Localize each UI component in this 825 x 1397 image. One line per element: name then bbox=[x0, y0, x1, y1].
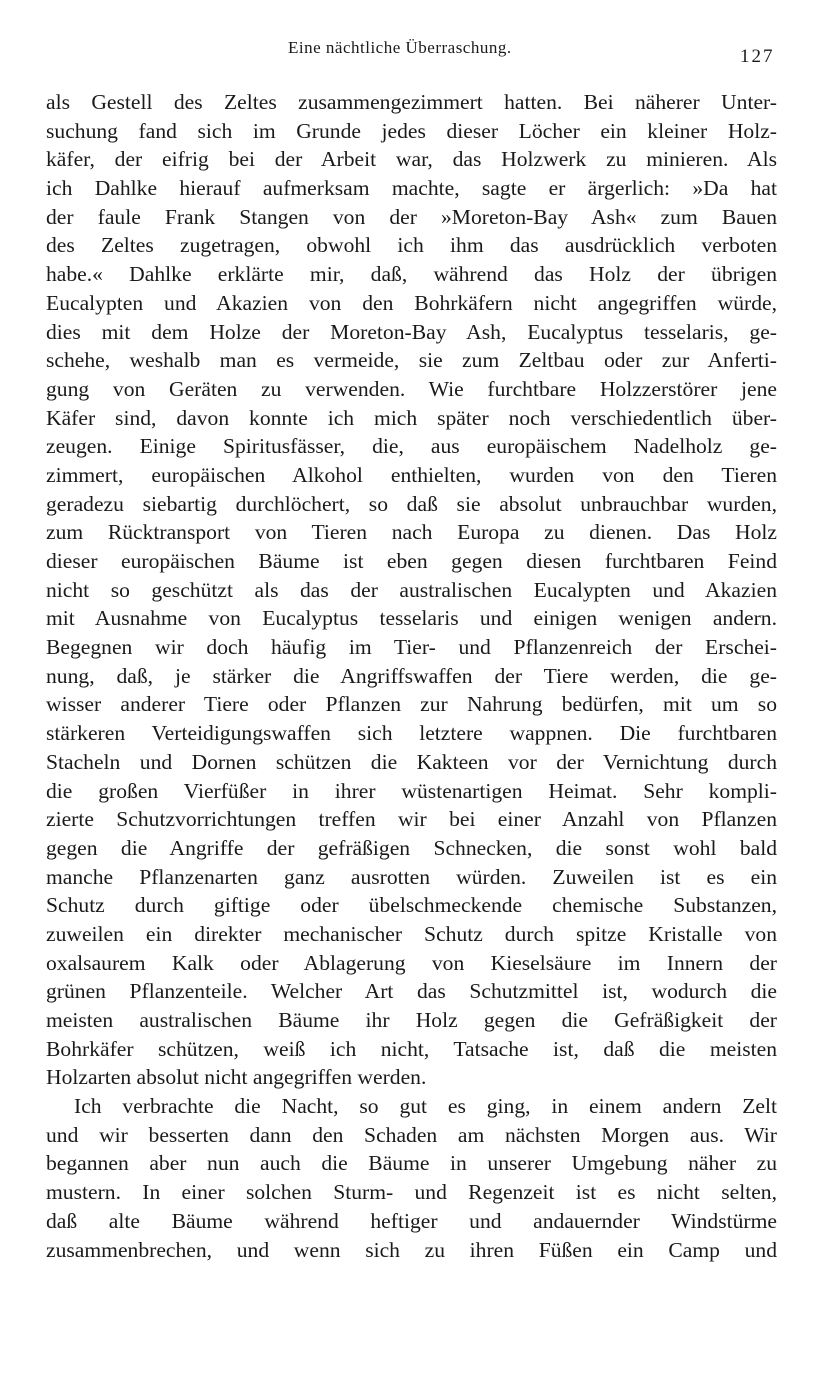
text-line: geradezu siebartig durchlöchert, so daß sie absolut unbrauchbar wurden, bbox=[46, 491, 777, 516]
text-line: zierte Schutzvorrichtungen treffen wir bei einer Anzahl von Pflanzen bbox=[46, 807, 777, 832]
text-line: ich Dahlke hierauf aufmerksam machte, sagte er ärgerlich: »Da hat bbox=[46, 176, 777, 201]
running-header bbox=[0, 38, 825, 68]
text-line: begannen aber nun auch die Bäume in unserer Umgebung näher zu bbox=[46, 1151, 777, 1176]
text-line: wisser anderer Tiere oder Pflanzen zur Nahrung bedürfen, mit um so bbox=[46, 692, 777, 717]
text-line: Käfer sind, davon konnte ich mich später noch verschiedentlich über- bbox=[46, 405, 777, 430]
text-line: Stacheln und Dornen schützen die Kakteen vor der Vernichtung durch bbox=[46, 749, 777, 774]
text-line: suchung fand sich im Grunde jedes dieser Löcher ein kleiner Holz- bbox=[46, 118, 777, 143]
text-line: nicht so geschützt als das der australischen Eucalypten und Akazien bbox=[46, 577, 777, 602]
text-line: die großen Vierfüßer in ihrer wüstenartigen Heimat. Sehr kompli- bbox=[46, 778, 777, 803]
text-line: mustern. In einer solchen Sturm- und Regenzeit ist es nicht selten, bbox=[46, 1180, 777, 1205]
text-line: zimmert, europäischen Alkohol enthielten, wurden von den Tieren bbox=[46, 462, 777, 487]
text-line: zusammenbrechen, und wenn sich zu ihren Füßen ein Camp und bbox=[46, 1237, 777, 1262]
text-line: daß alte Bäume während heftiger und andauernder Windstürme bbox=[46, 1208, 777, 1233]
text-line: Bohrkäfer schützen, weiß ich nicht, Tatsache ist, daß die meisten bbox=[46, 1036, 777, 1061]
text-line: oxalsaurem Kalk oder Ablagerung von Kieselsäure im Innern der bbox=[46, 950, 777, 975]
text-line: des Zeltes zugetragen, obwohl ich ihm das ausdrücklich verboten bbox=[46, 233, 777, 258]
text-line: der faule Frank Stangen von der »Moreton-Bay Ash« zum Bauen bbox=[46, 204, 777, 229]
text-line: zuweilen ein direkter mechanischer Schutz durch spitze Kristalle von bbox=[46, 921, 777, 946]
text-line: dies mit dem Holze der Moreton-Bay Ash, Eucalyptus tesselaris, ge- bbox=[46, 319, 777, 344]
page-number: 127 bbox=[740, 46, 775, 67]
text-line: grünen Pflanzenteile. Welcher Art das Schutzmittel ist, wodurch die bbox=[46, 979, 777, 1004]
running-title: Eine nächtliche Überraschung. bbox=[288, 38, 512, 57]
text-line: Schutz durch giftige oder übelschmeckende chemische Substanzen, bbox=[46, 893, 777, 918]
text-line: als Gestell des Zeltes zusammengezimmert hatten. Bei näherer Unter- bbox=[46, 90, 777, 114]
text-line: Eucalypten und Akazien von den Bohrkäfern nicht angegriffen würde, bbox=[46, 290, 777, 315]
body-text bbox=[46, 88, 777, 1264]
text-line: zeugen. Einige Spiritusfässer, die, aus europäischem Nadelholz ge- bbox=[46, 434, 777, 459]
text-line: dieser europäischen Bäume ist eben gegen diesen furchtbaren Feind bbox=[46, 549, 777, 573]
text-line: Begegnen wir doch häufig im Tier- und Pflanzenreich der Erschei- bbox=[46, 635, 777, 660]
text-line: manche Pflanzenarten ganz ausrotten würden. Zuweilen ist es ein bbox=[46, 864, 777, 889]
text-line: zum Rücktransport von Tieren nach Europa zu dienen. Das Holz bbox=[46, 520, 777, 545]
text-line: gegen die Angriffe der gefräßigen Schnecken, die sonst wohl bald bbox=[46, 835, 777, 860]
text-line: und wir besserten dann den Schaden am nächsten Morgen aus. Wir bbox=[46, 1122, 777, 1147]
paragraph-end-line: Holzarten absolut nicht angegriffen werden. bbox=[46, 1065, 427, 1090]
text-line: gung von Geräten zu verwenden. Wie furchtbare Holzzerstörer jene bbox=[46, 376, 777, 401]
text-line: käfer, der eifrig bei der Arbeit war, das Holzwerk zu minieren. Als bbox=[46, 147, 777, 172]
paragraph-start-line: Ich verbrachte die Nacht, so gut es ging, in einem andern Zelt bbox=[74, 1094, 777, 1119]
text-line: mit Ausnahme von Eucalyptus tesselaris und einigen wenigen andern. bbox=[46, 606, 777, 631]
text-line: schehe, weshalb man es vermeide, sie zum Zeltbau oder zur Anferti- bbox=[46, 348, 777, 373]
text-line: nung, daß, je stärker die Angriffswaffen der Tiere werden, die ge- bbox=[46, 663, 777, 688]
text-line: meisten australischen Bäume ihr Holz gegen die Gefräßigkeit der bbox=[46, 1008, 777, 1032]
text-line: habe.« Dahlke erklärte mir, daß, während das Holz der übrigen bbox=[46, 262, 777, 287]
text-line: stärkeren Verteidigungswaffen sich letztere wappnen. Die furchtbaren bbox=[46, 721, 777, 746]
